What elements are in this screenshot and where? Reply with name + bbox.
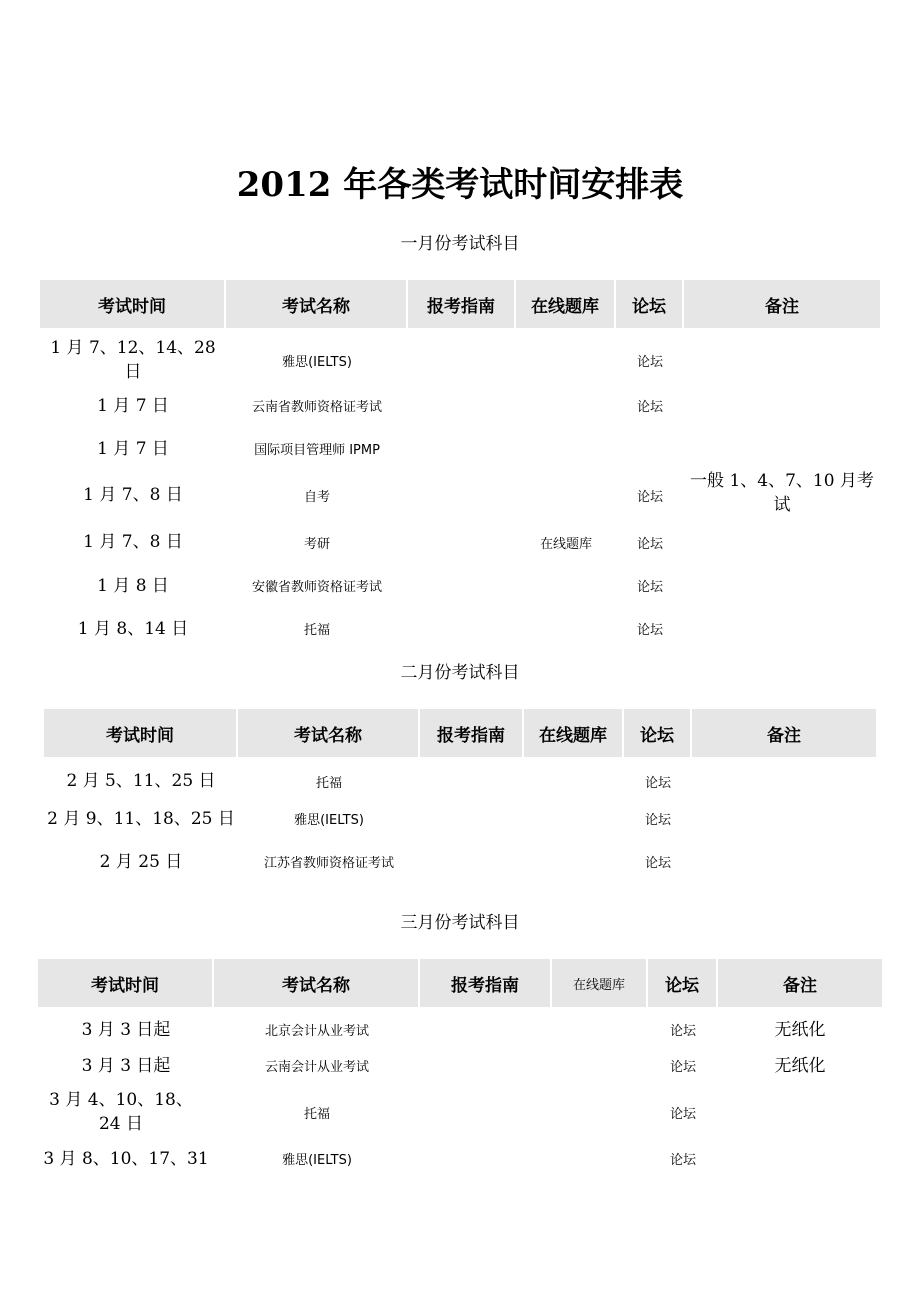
note-cell	[718, 1137, 882, 1180]
note-cell	[718, 1087, 882, 1137]
header-note: 备注	[684, 280, 880, 328]
note-cell: 无纸化	[774, 1055, 826, 1076]
question-bank-cell	[524, 840, 624, 883]
question-bank-cell	[552, 1044, 648, 1087]
forum-link[interactable]: 论坛	[644, 775, 671, 791]
guide-cell	[420, 765, 524, 797]
guide-cell	[408, 384, 516, 427]
forum-link[interactable]	[616, 427, 684, 470]
header-exam-name: 考试名称	[214, 959, 420, 1007]
exam-date: 1 月 7、12、14、28 日	[50, 338, 216, 382]
table-row	[38, 1044, 882, 1087]
january-exam-table	[40, 280, 880, 650]
table-row	[38, 1087, 882, 1137]
header-question-bank: 在线题库	[552, 959, 648, 1007]
guide-cell	[408, 607, 516, 650]
forum-link[interactable]: 论坛	[669, 1153, 696, 1168]
guide-cell	[420, 1087, 552, 1137]
forum-link[interactable]: 论坛	[636, 580, 663, 595]
guide-cell	[420, 1015, 552, 1044]
header-exam-time: 考试时间	[40, 280, 226, 328]
guide-cell	[408, 427, 516, 470]
guide-cell	[408, 520, 516, 564]
february-exam-table	[44, 709, 876, 883]
exam-name-link[interactable]: 北京会计从业考试	[264, 1024, 369, 1039]
march-exam-table	[38, 959, 882, 1180]
exam-name-link[interactable]: 托福	[303, 623, 330, 638]
header-note: 备注	[718, 959, 882, 1007]
guide-cell	[408, 564, 516, 607]
note-cell: 一般 1、4、7、10 月考试	[690, 471, 874, 515]
exam-name-link[interactable]: 雅思(IELTS)	[282, 354, 352, 370]
table-row	[38, 1137, 882, 1180]
note-cell	[692, 797, 876, 840]
note-cell: 无纸化	[774, 1019, 826, 1040]
question-bank-cell	[516, 564, 616, 607]
question-bank-cell	[516, 470, 616, 520]
table-header-row	[38, 959, 882, 1007]
question-bank-cell	[552, 1087, 648, 1137]
forum-link[interactable]: 论坛	[636, 354, 663, 370]
exam-name-link[interactable]: 考研	[303, 536, 330, 552]
exam-date: 1 月 7 日	[97, 438, 169, 459]
exam-date: 3 月 4、10、18、24 日	[49, 1090, 193, 1134]
header-forum: 论坛	[624, 709, 692, 757]
forum-link[interactable]: 论坛	[644, 813, 671, 828]
header-guide: 报考指南	[420, 709, 524, 757]
exam-name-link[interactable]: 雅思(IELTS)	[294, 813, 364, 828]
exam-name-link[interactable]: 云南省教师资格证考试	[251, 400, 382, 415]
note-cell	[692, 840, 876, 883]
forum-link[interactable]: 论坛	[636, 623, 663, 638]
guide-cell	[408, 470, 516, 520]
exam-name-link[interactable]: 国际项目管理师 IPMP	[254, 443, 380, 458]
table-header-row	[44, 709, 876, 757]
question-bank-cell	[524, 765, 624, 797]
exam-name-link[interactable]: 托福	[303, 1106, 330, 1122]
header-exam-time: 考试时间	[38, 959, 214, 1007]
table-row	[40, 336, 880, 384]
header-exam-name: 考试名称	[226, 280, 408, 328]
exam-date: 3 月 3 日起	[81, 1055, 171, 1076]
guide-cell	[420, 1137, 552, 1180]
exam-date: 1 月 7 日	[97, 395, 169, 416]
forum-link[interactable]: 论坛	[669, 1024, 696, 1039]
exam-date: 3 月 8、10、17、31	[43, 1148, 209, 1169]
page-title: 2012 年各类考试时间安排表	[236, 165, 684, 205]
guide-cell	[420, 840, 524, 883]
exam-date: 1 月 8、14 日	[77, 618, 189, 639]
exam-name-link[interactable]: 安徽省教师资格证考试	[251, 580, 382, 595]
question-bank-cell	[552, 1015, 648, 1044]
header-exam-name: 考试名称	[238, 709, 420, 757]
exam-date: 2 月 25 日	[99, 851, 183, 872]
header-note: 备注	[692, 709, 876, 757]
guide-cell	[420, 797, 524, 840]
table-row	[44, 765, 876, 797]
table-row	[44, 797, 876, 840]
question-bank-link[interactable]: 在线题库	[539, 536, 592, 552]
section-title-january: 一月份考试科目	[400, 234, 520, 254]
header-question-bank: 在线题库	[516, 280, 616, 328]
section-title-february: 二月份考试科目	[400, 663, 520, 683]
forum-link[interactable]: 论坛	[636, 489, 663, 505]
header-exam-time: 考试时间	[44, 709, 238, 757]
header-guide: 报考指南	[420, 959, 552, 1007]
forum-link[interactable]: 论坛	[644, 856, 671, 871]
header-forum: 论坛	[616, 280, 684, 328]
exam-date: 3 月 3 日起	[81, 1019, 171, 1040]
exam-name-link[interactable]: 雅思(IELTS)	[282, 1153, 352, 1168]
table-header-row	[40, 280, 880, 328]
forum-link[interactable]: 论坛	[636, 400, 663, 415]
guide-cell	[420, 1044, 552, 1087]
question-bank-cell	[552, 1137, 648, 1180]
exam-name-link[interactable]: 托福	[315, 775, 342, 791]
forum-link[interactable]: 论坛	[636, 536, 663, 552]
table-row	[38, 1015, 882, 1044]
question-bank-cell	[516, 427, 616, 470]
question-bank-cell	[524, 797, 624, 840]
exam-name-link[interactable]: 江苏省教师资格证考试	[263, 856, 394, 871]
guide-cell	[408, 336, 516, 384]
exam-date: 1 月 7、8 日	[83, 485, 183, 505]
exam-name-link[interactable]: 自考	[303, 489, 330, 505]
exam-date: 1 月 8 日	[97, 575, 169, 596]
header-guide: 报考指南	[408, 280, 516, 328]
exam-date: 1 月 7、8 日	[83, 532, 183, 552]
header-question-bank: 在线题库	[524, 709, 624, 757]
forum-link[interactable]: 论坛	[669, 1060, 696, 1075]
exam-name-link[interactable]: 云南会计从业考试	[264, 1060, 369, 1075]
question-bank-cell	[516, 336, 616, 384]
forum-link[interactable]: 论坛	[669, 1106, 696, 1122]
exam-date: 2 月 5、11、25 日	[66, 771, 216, 791]
note-cell	[692, 765, 876, 797]
header-forum: 论坛	[648, 959, 718, 1007]
exam-date: 2 月 9、11、18、25 日	[47, 808, 235, 829]
table-row	[44, 840, 876, 883]
question-bank-cell	[516, 384, 616, 427]
section-title-march: 三月份考试科目	[400, 913, 520, 933]
question-bank-cell	[516, 607, 616, 650]
